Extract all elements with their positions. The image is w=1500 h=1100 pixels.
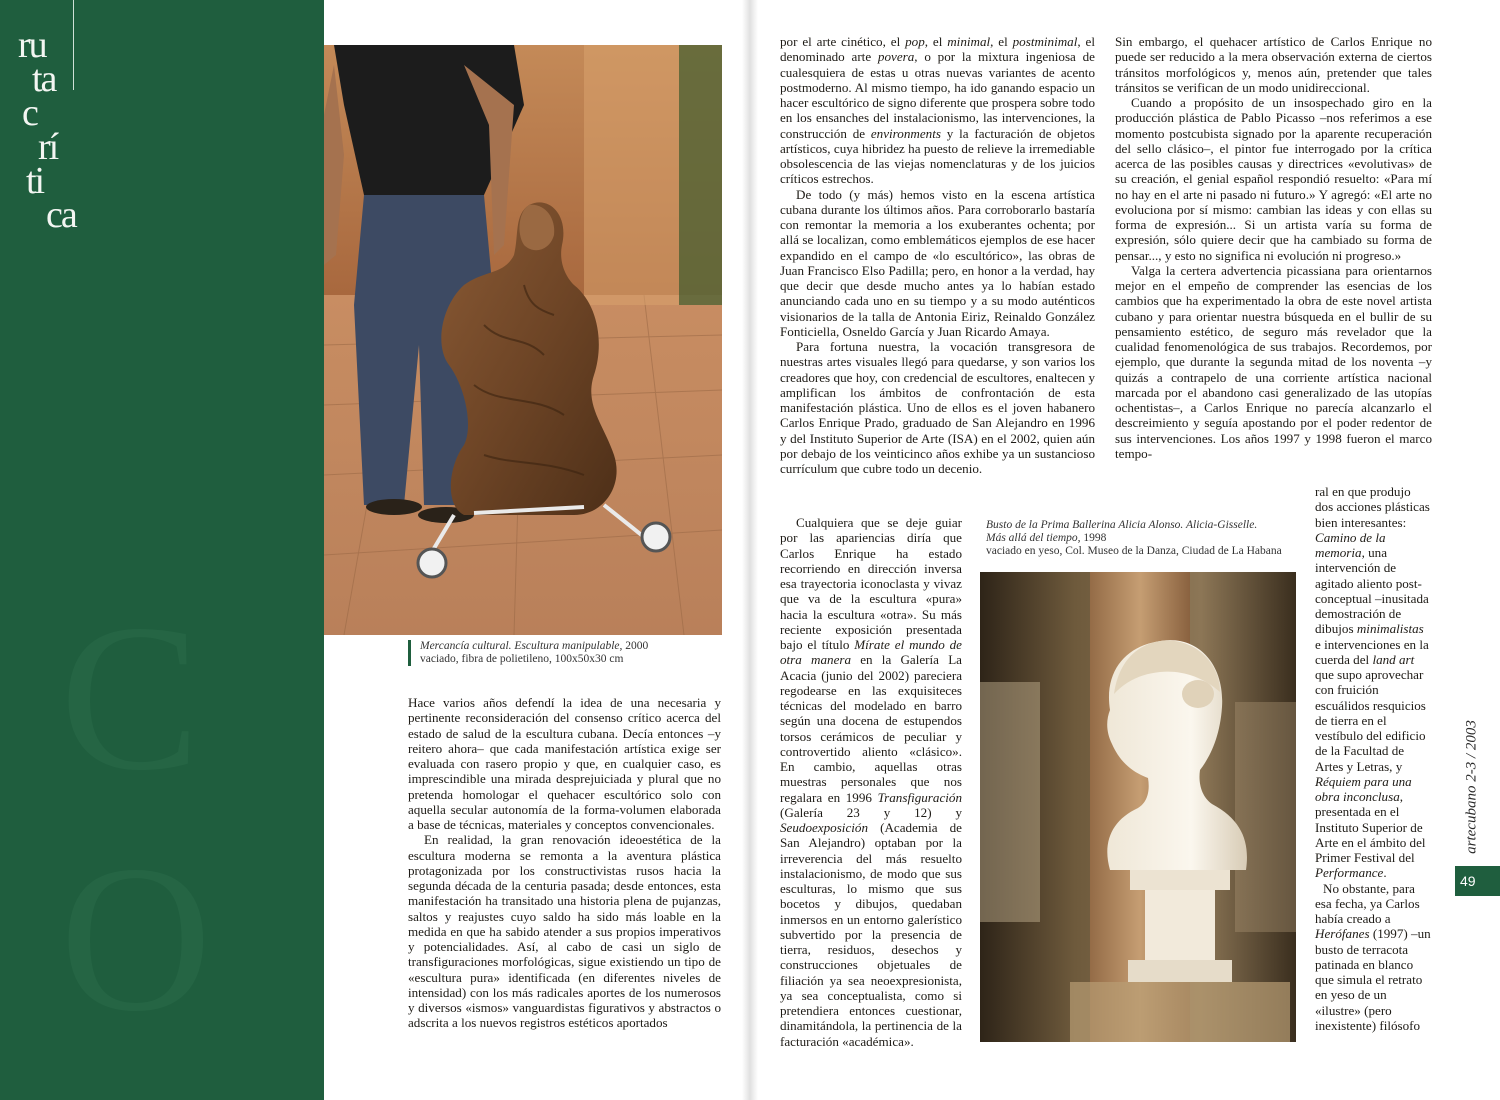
paragraph: En realidad, la gran renovación ideoestética de la escultura moderna se remonta a la aventura plástica protagonizada por los constructivistas rusos hacia la segunda década de la centuria pasada; desde entonces, esta manifestación ha transitado una historia plena de pujanzas, saltos y reajustes cuyo saldo ha sido más loable en la medida en que ha sabido atender a sus propios imperativos y potencialidades. Así, al cabo de casi un siglo de transfiguraciones morfológicas, sigue existiendo un tipo de «escultura pura» identificada (en diferentes niveles de intensidad) con los más radicales aportes de los numerosos y diversos «ismos» vanguardistas figurativos y abstractos o adscrita a los nuevos registros estéticos aportados bbox=[408, 832, 721, 1031]
paragraph: Valga la certera advertencia picassiana para orientarnos mejor en el empeño de comprender las esencias de los cambios que ha experimentado la obra de este novel artista cubano y para orientar nuestra búsqueda en el bullir de su pensamiento estético, de seguro más revelador que la cualidad fenomenológica de sus trabajos. Recordemos, por ejemplo, que durante la segunda mitad de los noventa –y quizás a contrapelo de una corriente artística nacional marcada por el abandono casi generalizado de las utopías ochentistas–, a Carlos Enrique no parecía alcanzarlo el descreimiento y seguía apostando por el poder redentor de sus intervenciones. Los años 1997 y 1998 fueron el marco tempo- bbox=[1115, 262, 1432, 461]
bust-photo-illustration bbox=[980, 572, 1296, 1042]
paragraph: ral en que produjo dos acciones plásticas bien interesantes: Camino de la memoria, una intervención de agitado aliento post-conceptual –inusitada demostración de dibujos minimalistas e intervenciones en la cuerda del land art que supo aprovechar con fruición escuálidos resquicios de tierra en el vestíbulo del edificio de la Facultad de Artes y Letras, y Réquiem para una obra inconclusa, presentada en el Instituto Superior de Arte en el ámbito del Primer Festival del Performance. bbox=[1315, 484, 1430, 881]
spine-shadow bbox=[742, 0, 758, 1100]
logo-letters: ca bbox=[46, 194, 76, 236]
page-number-badge bbox=[1455, 866, 1500, 896]
text-column-3 bbox=[1115, 34, 1432, 461]
logo-letters: ru bbox=[18, 24, 46, 66]
caption-year: 1998 bbox=[1083, 532, 1107, 544]
photo-bust-alicia-alonso bbox=[980, 572, 1296, 1042]
caption-title-2: Más allá del tiempo, bbox=[986, 532, 1081, 544]
section-logo bbox=[18, 24, 78, 236]
paragraph: Cualquiera que se deje guiar por las apariencias diría que Carlos Enrique ha estado recorriendo en dirección inversa esa trayectoria iconoclasta y vivaz que va de la escultura «pura» hacia la escultura «otra». Su más reciente exposición presentada bajo el título Mírate el mundo de otra manera en la Galería La Acacia (junio del 2002) pareciera regodearse en las exquisiteces técnicas del modelado en barro según una docena de estupendos torsos cerámicos de peculiar y controvertido aliento «clásico». En cambio, aquellas otras muestras personales que nos regalara en 1996 Transfiguración (Galería 23 y 12) y Seudoexposición (Academia de San Alejandro) optaban por la irreverencia del más resuelto instalacionismo, de modo que sus esculturas, lo mismo que sus bocetos y dibujos, quedaban inmersos en un entorno galerístico subvertido por la presencia de tierra, residuos, desechos y construcciones objetuales de filiación ya sea neoexpresionista, ya sea conceptualista, como si pretendiera entonces cuestionar, dinamitándola, la pertinencia de la facturación «académica». bbox=[780, 515, 962, 1049]
caption-title: Busto de la Prima Ballerina Alicia Alonso. Alicia-Gisselle. bbox=[986, 519, 1258, 531]
logo-letters: c bbox=[22, 92, 37, 134]
logo-letters: ti bbox=[26, 160, 44, 202]
magazine-running-footer bbox=[1460, 692, 1484, 882]
paragraph: De todo (y más) hemos visto en la escena artística cubana durante los últimos años. Para corroborarlo bastaría con remontar la memoria a los exuberantes ochenta; por allá se localizan, como emblemáticos ejemplos de ese hacer expandido en el campo de «lo escultórico», las obras de Juan Francisco Elso Padilla; pero, en honor a la verdad, hay que decir que desde mucho antes ya lo habían estado anunciando cada uno en su tiempo y a su modo auténticos visionarios de la talla de Antonia Eiriz, Reinaldo González Fonticiella, Osneldo García y Juan Ricardo Amaya. bbox=[780, 186, 1095, 339]
paragraph: Hace varios años defendí la idea de una necesaria y pertinente reconsideración del consenso crítico acerca del estado de salud de la escultura cubana. Decía entonces –y reitero ahora– que cada manifestación artística exige ser evaluada con rasero propio y que, en cualquier caso, es imprescindible una mirada desprejuiciada y plural que no pretenda homologar el quehacer escultórico solo con aquella secular autonomía de la forma-volumen elaborada a base de técnicas, materiales y conceptos convencionales. bbox=[408, 695, 721, 832]
logo-letters: ta bbox=[32, 58, 56, 100]
text-column-3-lower bbox=[1315, 484, 1432, 1033]
photo-caption-1 bbox=[408, 640, 700, 666]
caption-title: Mercancía cultural. Escultura manipulable, bbox=[420, 640, 623, 652]
caption-detail: vaciado, fibra de polietileno, 100x50x30 cm bbox=[420, 653, 624, 665]
photo-sculpture-cart bbox=[324, 45, 722, 635]
page-margin bbox=[1457, 0, 1500, 1100]
paragraph: Para fortuna nuestra, la vocación transgresora de nuestras artes visuales llegó para quedarse, y son varios los creadores que hoy, con credencial de escultores, enaltecen y amplifican los ámbitos de confrontación de esta manifestación plástica. Uno de ellos es el joven habanero Carlos Enrique Prado, graduado de San Alejandro en 1996 y del Instituto Superior de Arte (ISA) en el 2002, quien aún por debajo de los veinticinco años exhibe ya un sustancioso currículum que cubre todo un decenio. bbox=[780, 339, 1095, 476]
paragraph: Sin embargo, el quehacer artístico de Carlos Enrique no puede ser reducido a la mera observación externa de ciertos tránsitos morfológicos y, menos aún, pretender que tales tránsitos se verifican de un modo unidireccional. bbox=[1115, 34, 1432, 95]
background-watermark: C O bbox=[60, 582, 206, 1055]
paragraph: Cuando a propósito de un insospechado giro en la producción plástica de Pablo Picasso –nos referimos a ese momento postcubista signado por la aparente recuperación del sello clásico–, el pintor fue interrogado por la crítica acerca de las posibles causas y directrices «evolutivas» de su creación, el genial español respondió resuelto: «Para mí no hay en el arte ni pasado ni futuro.» Y agregó: «El arte no evoluciona por sí mismo: cambian las ideas y con ellas su forma de expresión... Si un artista varía su forma de expresión, sólo quiere decir que ha cambiado su forma de pensar..., y esto no significa ni evolución ni progreso.» bbox=[1115, 95, 1432, 263]
caption-detail: vaciado en yeso, Col. Museo de la Danza, Ciudad de La Habana bbox=[986, 545, 1282, 557]
text-column-1 bbox=[408, 695, 721, 1031]
sculpture-photo-illustration bbox=[324, 45, 722, 635]
paragraph: No obstante, para esa fecha, ya Carlos había creado a Herófanes (1997) –un busto de terracota patinada en blanco que simula el retrato en yeso de un «ilustre» (pero inexistente) filósofo bbox=[1315, 880, 1431, 1033]
magazine-issue: artecubano 2-3 / 2003 bbox=[1463, 720, 1480, 854]
text-column-2 bbox=[780, 34, 1095, 476]
logo-letters: rí bbox=[38, 126, 58, 168]
photo-caption-2 bbox=[986, 519, 1306, 558]
caption-year: 2000 bbox=[625, 640, 649, 652]
text-column-2-lower bbox=[780, 515, 962, 1049]
page-number: 49 bbox=[1460, 873, 1476, 889]
paragraph: por el arte cinético, el pop, el minimal, el postminimal, el denominado arte povera, o por la mixtura ingeniosa de cualesquiera de estas u otras nuevas variantes de acento postmoderno. Al mismo tiempo, ha ido ganando espacio un hacer escultórico de signo diferente que prospera sobre todo en los ensanches del instalacionismo, las intervenciones, la construcción de environments y la facturación de objetos artísticos, cuya hibridez ha puesto de relieve la irremediable obsolescencia de las viejas nomenclaturas y de los juicios críticos estrechos. bbox=[780, 34, 1096, 187]
